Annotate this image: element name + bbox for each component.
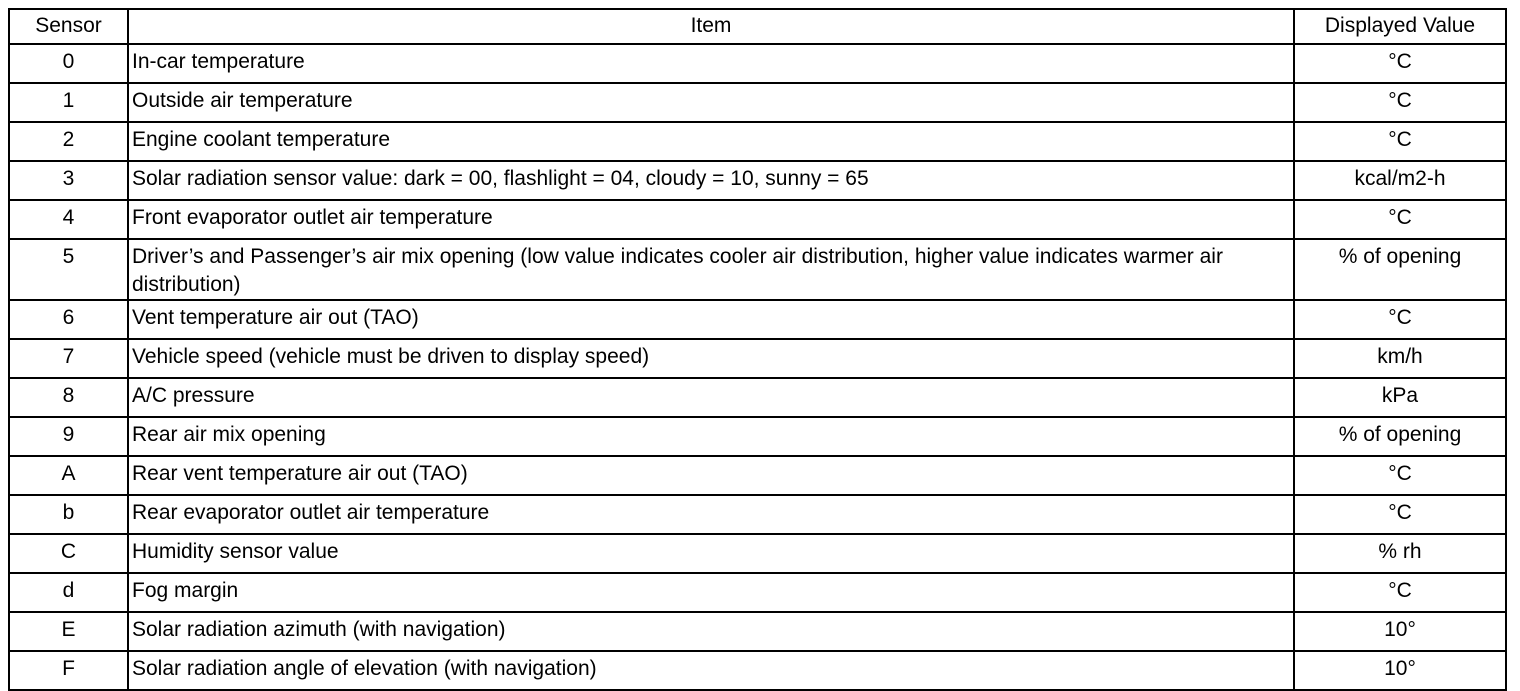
item-description: Vent temperature air out (TAO): [128, 300, 1294, 339]
sensor-code: 3: [9, 161, 128, 200]
sensor-code: d: [9, 573, 128, 612]
header-displayed-value: Displayed Value: [1294, 9, 1506, 44]
table-row: [9, 378, 1506, 417]
displayed-value-unit: °C: [1294, 122, 1506, 161]
header-sensor: Sensor: [9, 9, 128, 44]
item-description: Solar radiation angle of elevation (with navigation): [128, 651, 1294, 690]
displayed-value-unit: °C: [1294, 573, 1506, 612]
displayed-value-unit: °C: [1294, 44, 1506, 83]
sensor-code: 5: [9, 239, 128, 300]
table-row: [9, 200, 1506, 239]
sensor-code: 9: [9, 417, 128, 456]
sensor-code: 2: [9, 122, 128, 161]
table-row: [9, 495, 1506, 534]
item-description: Humidity sensor value: [128, 534, 1294, 573]
table-row: [9, 417, 1506, 456]
table-row: [9, 161, 1506, 200]
displayed-value-unit: % of opening: [1294, 417, 1506, 456]
table-row: [9, 300, 1506, 339]
header-row: [9, 9, 1506, 44]
item-description: Solar radiation azimuth (with navigation): [128, 612, 1294, 651]
sensor-code: F: [9, 651, 128, 690]
item-description: A/C pressure: [128, 378, 1294, 417]
item-description: Front evaporator outlet air temperature: [128, 200, 1294, 239]
item-description: Vehicle speed (vehicle must be driven to display speed): [128, 339, 1294, 378]
table-row: [9, 573, 1506, 612]
item-description: In-car temperature: [128, 44, 1294, 83]
table-row: [9, 339, 1506, 378]
sensor-table: [8, 8, 1507, 691]
item-description: Fog margin: [128, 573, 1294, 612]
sensor-data-sheet: [8, 8, 1505, 691]
sensor-code: A: [9, 456, 128, 495]
item-description: Rear evaporator outlet air temperature: [128, 495, 1294, 534]
table-row: [9, 651, 1506, 690]
item-description: Solar radiation sensor value: dark = 00, flashlight = 04, cloudy = 10, sunny = 65: [128, 161, 1294, 200]
table-row: [9, 239, 1506, 300]
item-description: Engine coolant temperature: [128, 122, 1294, 161]
sensor-code: 0: [9, 44, 128, 83]
sensor-code: C: [9, 534, 128, 573]
header-item: Item: [128, 9, 1294, 44]
sensor-code: 6: [9, 300, 128, 339]
item-description: Driver’s and Passenger’s air mix opening (low value indicates cooler air distribution, higher value indicates warmer air distribution): [128, 239, 1294, 300]
item-description: Outside air temperature: [128, 83, 1294, 122]
displayed-value-unit: °C: [1294, 200, 1506, 239]
sensor-code: 7: [9, 339, 128, 378]
sensor-code: 1: [9, 83, 128, 122]
displayed-value-unit: 10°: [1294, 612, 1506, 651]
table-row: [9, 612, 1506, 651]
displayed-value-unit: °C: [1294, 495, 1506, 534]
table-row: [9, 534, 1506, 573]
table-row: [9, 122, 1506, 161]
displayed-value-unit: km/h: [1294, 339, 1506, 378]
displayed-value-unit: % rh: [1294, 534, 1506, 573]
displayed-value-unit: % of opening: [1294, 239, 1506, 300]
sensor-code: 8: [9, 378, 128, 417]
table-row: [9, 44, 1506, 83]
displayed-value-unit: °C: [1294, 83, 1506, 122]
displayed-value-unit: °C: [1294, 456, 1506, 495]
table-row: [9, 456, 1506, 495]
displayed-value-unit: °C: [1294, 300, 1506, 339]
table-row: [9, 83, 1506, 122]
sensor-code: 4: [9, 200, 128, 239]
item-description: Rear vent temperature air out (TAO): [128, 456, 1294, 495]
displayed-value-unit: kcal/m2-h: [1294, 161, 1506, 200]
displayed-value-unit: kPa: [1294, 378, 1506, 417]
item-description: Rear air mix opening: [128, 417, 1294, 456]
sensor-code: b: [9, 495, 128, 534]
displayed-value-unit: 10°: [1294, 651, 1506, 690]
sensor-code: E: [9, 612, 128, 651]
